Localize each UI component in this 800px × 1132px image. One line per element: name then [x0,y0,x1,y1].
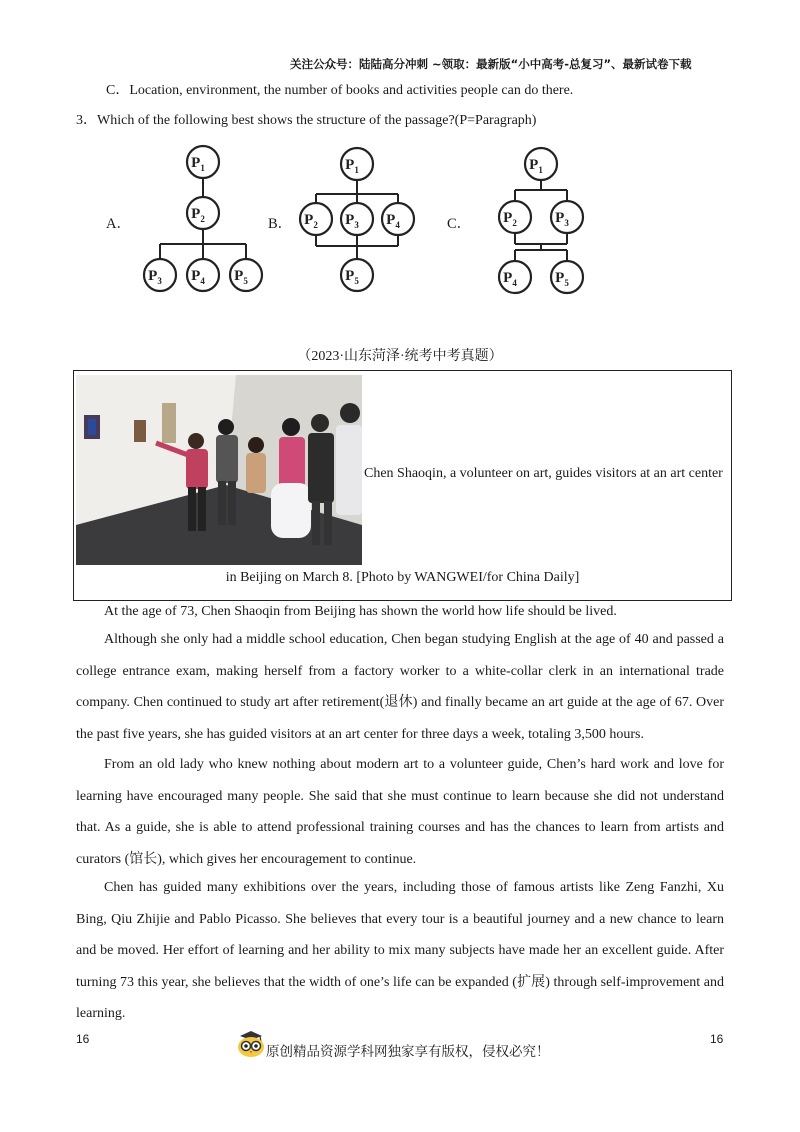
copyright-notice: 原创精品资源学科网独家享有版权，侵权必究！ [266,1044,550,1060]
tree-b-label-p1: $P_1$ [345,157,359,175]
page-number-left: 16 [76,1032,90,1046]
photo-caption-line-1: Chen Shaoqin, a volunteer on art, guides visitors at an art center [364,466,723,481]
tree-b-label-p2: $P_2$ [304,212,318,230]
tree-b-label-p3: $P_3$ [345,212,359,230]
tree-a-label-p3: $P_3$ [148,268,162,286]
photo [76,375,362,565]
page-header: 关注公众号：陆陆高分冲刺 ~领取：最新版“小中高考-总复习”、最新试卷下载 [290,57,692,71]
tree-a-label-p4: $P_4$ [191,268,205,286]
source-note: （2023·山东菏泽·统考中考真题） [297,349,503,364]
tree-a-label-p2: $P_2$ [191,206,205,224]
passage-paragraph-2: Although she only had a middle school education, Chen began studying English at the age of 40 and passed a college entrance exam, making herself from a factory worker to a white-collar clerk in an international trade company. Chen continued to study art after retirement(退休) and finally became an art guide at the age of 67. Over the past five years, she has guided visitors at an art center for three days a week, totaling 3,500 hours. [76,632,724,742]
page-number-right: 16 [710,1032,724,1046]
artwork-frame [162,403,176,443]
option-b-label: B． [268,216,293,232]
option-c-prev-question: C．Location, environment, the number of books and activities people can do there. [106,83,574,98]
photo-caption-line-2: in Beijing on March 8. [Photo by WANGWEI/for China Daily] [225,570,580,585]
tree-c-label-p5: $P_5$ [555,270,569,288]
tree-a-label-p1: $P_1$ [191,155,205,173]
artwork-frame [134,420,146,442]
passage-paragraph-1: At the age of 73, Chen Shaoqin from Beijing has shown the world how life should be lived. [104,604,617,619]
owl-logo-icon [236,1030,266,1058]
passage-paragraph-4: Chen has guided many exhibitions over the years, including those of famous artists like Zeng Fanzhi, Xu Bing, Qiu Zhijie and Pablo Picasso. She believes that every tour is a beautiful journey and a new chance to learn and be moved. Her effort of learning and her ability to mix many subjects have made her an excellent guide. After turning 73 this year, she believes that the width of one’s life can be expanded (扩展) through self-improvement and learning. [76,880,724,1022]
option-c-label: C． [447,216,472,232]
passage-paragraph-3: From an old lady who knew nothing about modern art to a volunteer guide, Chen’s hard work and love for learning have encouraged many people. She said that she must continue to learn because she did not understand that. As a guide, she is able to attend professional training courses and has the chances to learn from artists and curators (馆长), which gives her encouragement to continue. [76,757,724,867]
tree-c-label-p2: $P_2$ [503,210,517,228]
question-3-stem: 3．Which of the following best shows the structure of the passage?(P=Paragraph) [76,113,537,128]
tree-c-label-p3: $P_3$ [555,210,569,228]
tree-b-label-p5: $P_5$ [345,268,359,286]
tree-b-label-p4: $P_4$ [386,212,400,230]
gallery-photo-illustration [76,375,362,565]
tree-a-label-p5: $P_5$ [234,268,248,286]
option-a-label: A． [106,216,131,232]
tree-c-label-p4: $P_4$ [503,270,517,288]
structure-diagrams [130,140,610,300]
tree-c-label-p1: $P_1$ [529,157,543,175]
